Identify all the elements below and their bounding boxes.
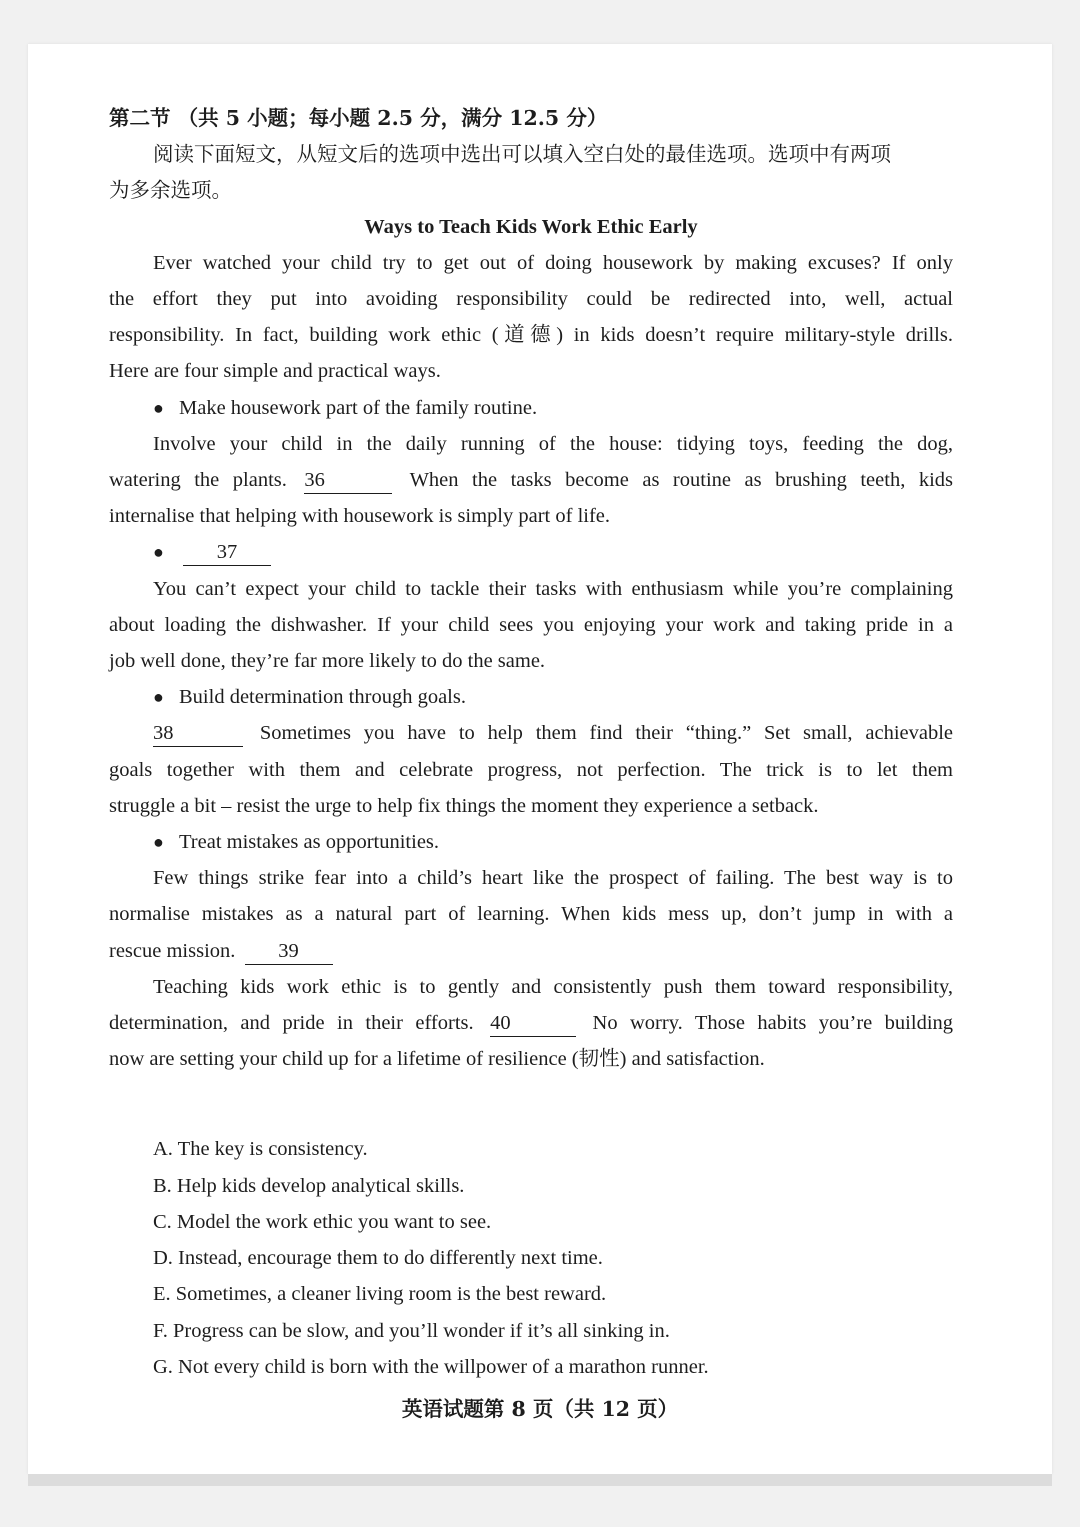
paragraph-line: internalise that helping with housework is simply part of life. <box>109 505 611 528</box>
paragraph-line: about loading the dishwasher. If your child sees you enjoying your work and taking pride in a <box>109 613 953 636</box>
paragraph-line: struggle a bit – resist the urge to help fix things the moment they experience a setback. <box>109 794 819 817</box>
page-shadow-strip <box>28 1474 1052 1486</box>
paragraph-line: You can’t expect your child to tackle their tasks with enthusiasm while you’re complaining <box>153 577 953 600</box>
paragraph-line: rescue mission. 39 <box>109 933 953 969</box>
bullet-icon: ● <box>153 832 164 853</box>
paragraph-line: normalise mistakes as a natural part of learning. When kids mess up, don’t jump in with a <box>109 903 953 926</box>
bullet-heading-text: Treat mistakes as opportunities. <box>179 831 440 854</box>
paragraph-line: Here are four simple and practical ways. <box>109 360 441 383</box>
paragraph-line: responsibility. In fact, building work ethic (道德) in kids doesn’t require military-style drills. <box>109 324 953 347</box>
bullet-heading-text: Make housework part of the family routine. <box>179 396 538 419</box>
paragraph-line: determination, and pride in their efforts. 40 No worry. Those habits you’re building <box>109 1005 953 1041</box>
article-title: Ways to Teach Kids Work Ethic Early <box>364 215 698 238</box>
blank-40[interactable]: 40 <box>490 1010 576 1037</box>
bullet-icon: ● <box>153 397 164 418</box>
paragraph-line: the effort they put into avoiding responsibility could be redirected into, well, actual <box>109 288 953 311</box>
option-f[interactable]: F. Progress can be slow, and you’ll wonder if it’s all sinking in. <box>153 1319 670 1342</box>
paragraph-line: Ever watched your child try to get out of doing housework by making excuses? If only <box>153 251 953 274</box>
instruction-line: 阅读下面短文，从短文后的选项中选出可以填入空白处的最佳选项。选项中有两项 <box>153 142 891 167</box>
paragraph-line: Teaching kids work ethic is to gently and consistently push them toward responsibility, <box>153 975 953 998</box>
page-footer: 英语试题第 8 页（共 12 页） <box>401 1397 679 1421</box>
option-b[interactable]: B. Help kids develop analytical skills. <box>153 1174 465 1197</box>
paragraph-line: Few things strike fear into a child’s heart like the prospect of failing. The best way is to <box>153 867 953 890</box>
section-heading: 第二节 （共 5 小题；每小题 2.5 分，满分 12.5 分） <box>109 106 608 130</box>
paragraph-line: Involve your child in the daily running of the house: tidying toys, feeding the dog, <box>153 432 953 455</box>
paragraph-line: 38 Sometimes you have to help them find their “thing.” Set small, achievable <box>109 715 953 751</box>
bullet-heading <box>109 679 953 715</box>
paragraph-line: now are setting your child up for a lifetime of resilience (韧性) and satisfaction. <box>109 1048 765 1071</box>
option-e[interactable]: E. Sometimes, a cleaner living room is the best reward. <box>153 1283 607 1306</box>
paragraph-line: watering the plants. 36 When the tasks become as routine as brushing teeth, kids <box>109 462 953 498</box>
bullet-heading <box>109 534 953 570</box>
bullet-heading-text: Build determination through goals. <box>179 686 466 709</box>
bullet-icon: ● <box>153 542 164 563</box>
blank-38[interactable]: 38 <box>153 720 243 747</box>
instruction-line: 为多余选项。 <box>109 178 232 203</box>
bullet-heading <box>109 824 953 860</box>
blank-36[interactable]: 36 <box>304 467 392 494</box>
paragraph-line: goals together with them and celebrate progress, not perfection. The trick is to let them <box>109 758 953 781</box>
paragraph-line: job well done, they’re far more likely to do the same. <box>109 650 546 673</box>
option-d[interactable]: D. Instead, encourage them to do differently next time. <box>153 1247 603 1270</box>
option-a[interactable]: A. The key is consistency. <box>153 1138 368 1161</box>
bullet-heading <box>109 390 953 426</box>
bullet-icon: ● <box>153 687 164 708</box>
option-g[interactable]: G. Not every child is born with the willpower of a marathon runner. <box>153 1355 709 1378</box>
answer-options <box>109 1131 953 1384</box>
page-content <box>109 100 953 1385</box>
option-c[interactable]: C. Model the work ethic you want to see. <box>153 1210 492 1233</box>
blank-39[interactable]: 39 <box>245 938 333 965</box>
blank-37[interactable]: 37 <box>183 539 271 566</box>
